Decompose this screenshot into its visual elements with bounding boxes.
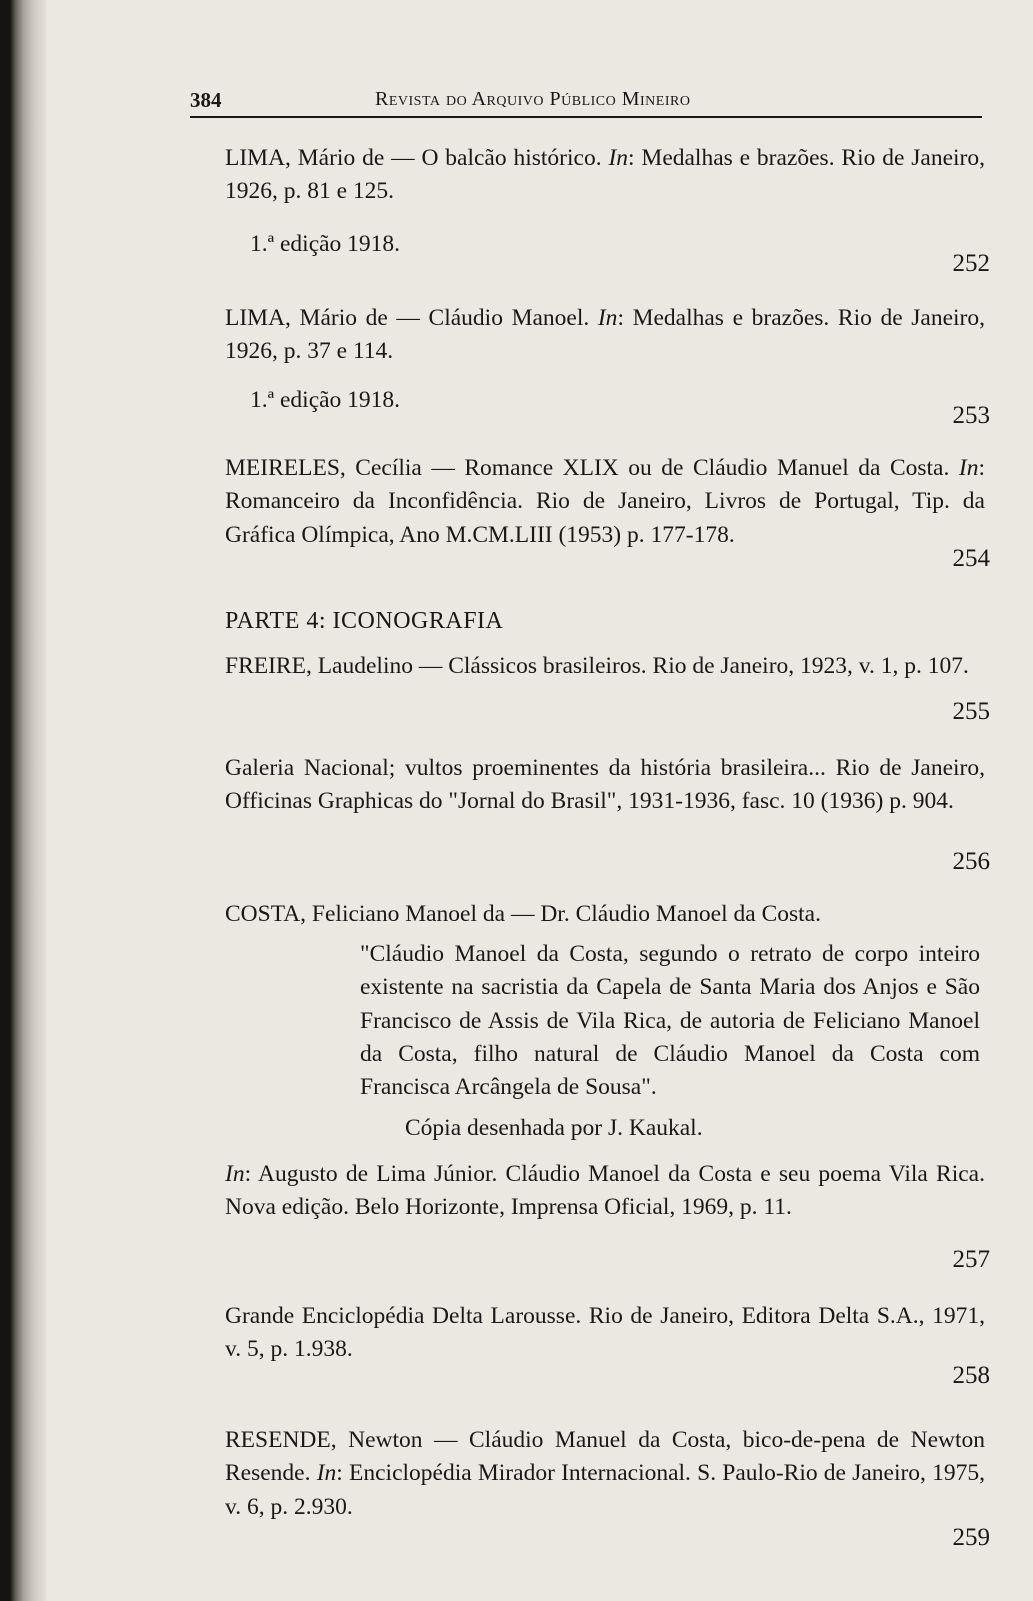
in-label: In bbox=[597, 305, 618, 331]
bibliography-entry-255: FREIRE, Laudelino — Clássicos brasileiros. Rio de Janeiro, 1923, v. 1, p. 107. bbox=[225, 653, 969, 679]
page bbox=[190, 0, 990, 1601]
entry-text: : Medalhas e brazões. Rio de Janeiro, 1926, p. 37 e 114. bbox=[225, 305, 986, 365]
entry-text: : Medalhas e brazões. Rio de Janeiro, 1926, p. 81 e 125. bbox=[225, 145, 986, 205]
book-spine-shadow bbox=[0, 0, 46, 1601]
entry-number: 254 bbox=[952, 545, 990, 572]
entry-text: : Romanceiro da Inconfidência. Rio de Janeiro, Livros de Portugal, Tip. da Gráfica Olímpica, Ano M.CM.LIII (1953) p. 177-178. bbox=[225, 455, 985, 548]
portrait-description-quote: "Cláudio Manoel da Costa, segundo o retrato de corpo inteiro existente na sacristia da Capela de Santa Maria dos Anjos e São Francisco de Assis de Vila Rica, de autoria de Feliciano Manoel da Costa, filho natural de Cláudio Manoel da Costa com Francisca Arcângela de Sousa". bbox=[360, 941, 980, 1101]
entry-number: 259 bbox=[952, 1524, 990, 1551]
entry-text: MEIRELES, Cecília — Romance XLIX ou de Cláudio Manuel da Costa. bbox=[225, 455, 959, 481]
edition-note: 1.ª edição 1918. bbox=[250, 231, 401, 257]
entry-number: 257 bbox=[952, 1246, 990, 1273]
in-label: In bbox=[316, 1460, 337, 1487]
copy-credit: Cópia desenhada por J. Kaukal. bbox=[405, 1115, 703, 1141]
page-number: 384 bbox=[190, 88, 222, 112]
bibliography-entry-257-source bbox=[225, 1158, 985, 1225]
in-label: In bbox=[958, 455, 979, 481]
bibliography-entry-253 bbox=[225, 302, 985, 369]
entry-number: 253 bbox=[952, 402, 990, 429]
entry-number: 256 bbox=[952, 848, 990, 875]
entry-text: RESENDE, Newton — Cláudio Manuel da Costa, bico-de-pena de Newton Resende. bbox=[225, 1427, 985, 1487]
bibliography-entry-259 bbox=[225, 1424, 985, 1524]
entry-text: : Enciclopédia Mirador Internacional. S. Paulo-Rio de Janeiro, 1975, v. 6, p. 2.930. bbox=[225, 1460, 985, 1520]
entry-text: LIMA, Mário de — O balcão histórico. bbox=[225, 145, 609, 171]
entry-text: LIMA, Mário de — Cláudio Manoel. bbox=[225, 305, 598, 331]
bibliography-entry-254 bbox=[225, 452, 985, 552]
bibliography-entry-256: Galeria Nacional; vultos proeminentes da história brasileira... Rio de Janeiro, Officinas Graphicas do "Jornal do Brasil", 1931-1936, fasc. 10 (1936) p. 904. bbox=[225, 755, 985, 815]
in-label: In bbox=[225, 1161, 245, 1187]
journal-title: Revista do Arquivo Público Mineiro bbox=[375, 88, 691, 110]
edition-note: 1.ª edição 1918. bbox=[250, 387, 401, 413]
running-header bbox=[190, 86, 982, 118]
bibliography-entry-252 bbox=[225, 142, 985, 209]
bibliography-entry-258: Grande Enciclopédia Delta Larousse. Rio de Janeiro, Editora Delta S.A., 1971, v. 5, p. 1.938. bbox=[225, 1303, 985, 1363]
entry-text: : Augusto de Lima Júnior. Cláudio Manoel da Costa e seu poema Vila Rica. Nova edição. Belo Horizonte, Imprensa Oficial, 1969, p. 11. bbox=[225, 1161, 985, 1221]
in-label: In bbox=[608, 145, 629, 171]
entry-number: 258 bbox=[952, 1362, 990, 1389]
bibliography-entry-257-heading: COSTA, Feliciano Manoel da — Dr. Cláudio Manoel da Costa. bbox=[225, 901, 821, 927]
section-heading: PARTE 4: ICONOGRAFIA bbox=[225, 608, 504, 634]
entry-number: 255 bbox=[952, 698, 990, 725]
entry-number: 252 bbox=[952, 250, 990, 277]
